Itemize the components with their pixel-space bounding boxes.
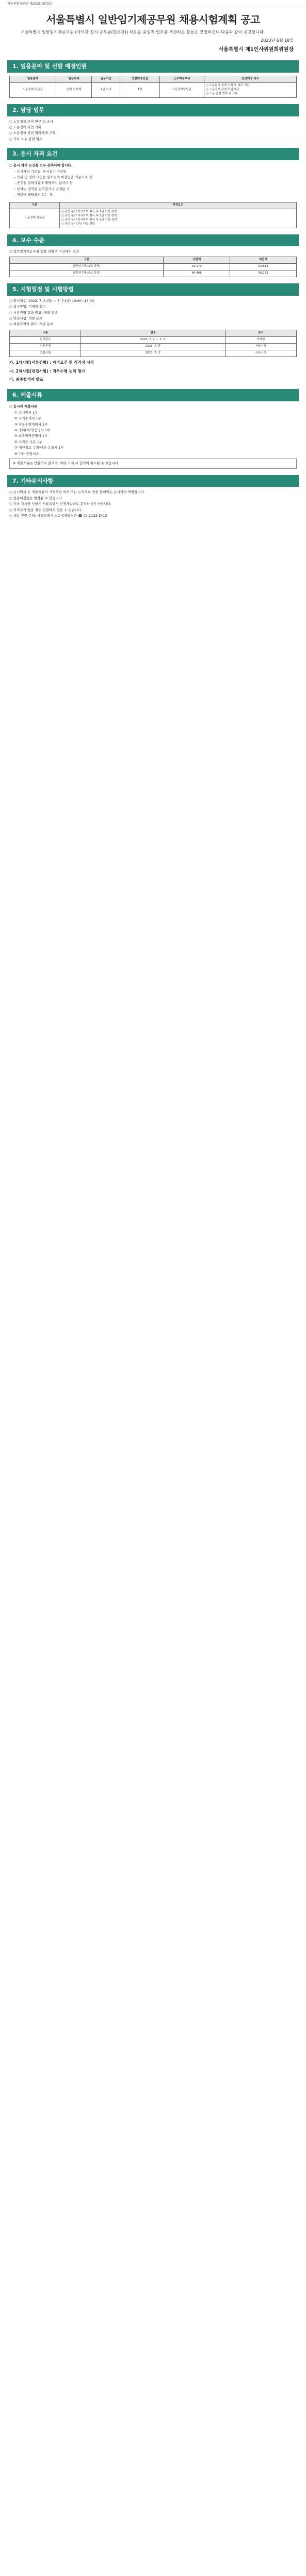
- header-note: 서울특별시공고 제2023-1072호: [0, 0, 306, 8]
- table-cell: ○ 관련 분야 박사학위 취득 후 1년 이상 경력 ○ 관련 분야 석사학위 취득 후 3년 이상 경력 ○ 관련 분야 학사학위 취득 후 5년 이상 경력 ○ 관련 분야 7년 이상 경력: [60, 209, 297, 228]
- table-header-cell: 담당예정 직무: [204, 76, 297, 82]
- list-item: ○ 채용 관련 문의: 서울특별시 노동정책담당관 ☎ 02-2133-5413: [9, 514, 107, 518]
- table-cell: 일반 임기제: [56, 82, 91, 97]
- table-cell: 원서접수: [10, 336, 81, 343]
- subsection-heading: 나. 2차시험(면접시험) : 직무수행 능력 평가: [9, 368, 85, 374]
- list-item: - 정년에 해당하지 않는 자: [14, 193, 53, 197]
- table-cell: ○ 노동분야 정책 기획 및 제도 개선 ○ 노동정책 관련 사업 추진 ○ 노동 관련 협력 및 교류: [204, 82, 297, 97]
- table-header-row: [10, 257, 297, 263]
- table-row: [10, 336, 297, 343]
- section-heading-4: 4. 보수 수준: [7, 234, 299, 247]
- table-cell: 서울시청: [225, 350, 296, 357]
- table-header-cell: 선발예정인원: [120, 76, 159, 82]
- section-intro: ○ 일반임기제공무원 연봉 하한액 이상에서 결정: [9, 249, 79, 254]
- table-row: [10, 263, 297, 270]
- section-intro: ○ 응시자 제출서류: [9, 404, 38, 409]
- list-item: ⑤ 최종학력증명서 1부: [14, 434, 48, 438]
- list-item: ⑦ 개인정보 수집·이용 동의서 1부: [14, 446, 64, 450]
- table-cell: 노동정책 전문관: [10, 82, 56, 97]
- subsection-heading: 가. 1차시험(서류전형) : 자격요건 및 적격성 심사: [9, 360, 94, 365]
- section-7-content: [9, 490, 297, 518]
- list-item: ○ 기타 자세한 사항은 서울특별시 인재개발과로 문의하시기 바랍니다.: [9, 502, 112, 506]
- table-cell: 일반임기제 (5급 상당): [10, 263, 164, 270]
- list-item: ○ 적격자가 없을 경우 선발하지 않을 수 있습니다.: [9, 507, 83, 512]
- subsection-heading: 다. 최종합격자 발표: [9, 377, 44, 382]
- list-item: ○ 원서접수: 2023. 7. 2.(일) ~ 7. 7.(금) 10:00~18:00: [9, 298, 94, 303]
- table-cell: 64,513: [230, 263, 297, 270]
- list-item: ③ 직무수행계획서 1부: [14, 422, 48, 427]
- intro-text: 서울특별시 일반임기제공무원 (사무관 전시 공무원(전문관)) 채용을 중심적 업무를 추진하는 분들은 모집하오니 다음과 같이 공고합니다.: [21, 29, 265, 35]
- schedule-table: [9, 330, 297, 357]
- list-item: ⑧ 기타 증빙서류: [14, 451, 39, 456]
- table-header-cell: 일정: [81, 330, 225, 336]
- table-header-cell: 상한액: [164, 257, 230, 263]
- table-header-cell: 구분: [10, 202, 60, 209]
- table-cell: 2년 이내: [92, 82, 120, 97]
- table-header-cell: 근무예정부서: [159, 76, 204, 82]
- table-cell: 이메일: [225, 336, 296, 343]
- section-2-content: [9, 120, 297, 142]
- table-cell: 일반임기제 (6급 상당): [10, 270, 164, 277]
- table-row: [10, 209, 297, 228]
- list-item: - 응시자격 기준일: 원서접수 마감일: [14, 169, 67, 174]
- section-6-content: [9, 404, 297, 468]
- table-header-cell: 자격요건: [60, 202, 297, 209]
- table-header-row: [10, 330, 297, 336]
- table-cell: 2023. 7. 2. ~ 7. 7.: [81, 336, 225, 343]
- section-heading-7: 7. 기타유의사항: [7, 475, 299, 487]
- table-cell: 1명: [120, 82, 159, 97]
- table-cell: 면접시험: [10, 350, 81, 357]
- announcement-date: 2023년 6월 18일: [261, 38, 294, 43]
- issuer-name: 서울특별시 제1인사위원회위원장: [218, 47, 294, 53]
- table-row: [10, 350, 297, 357]
- table-header-row: [10, 202, 297, 209]
- table-header-cell: 임용분야: [10, 76, 56, 82]
- list-item: ① 응시원서 1부: [14, 410, 38, 415]
- list-item: - 학위 및 경력 요건은 원서접수 마감일을 기준으로 함: [14, 175, 92, 179]
- table-cell: 서울시청: [225, 343, 296, 350]
- qualification-table: [9, 202, 297, 228]
- list-item: ○ 임용예정일은 변경될 수 있습니다.: [9, 496, 63, 500]
- section-heading-5: 5. 시험일정 및 시험방법: [7, 283, 299, 296]
- list-item: ○ 노동정책 분야 연구 및 조사: [9, 119, 54, 124]
- section-5-content: [9, 299, 297, 383]
- page-title: 서울특별시 일반임기제공무원 채용시험계획 공고: [46, 13, 260, 26]
- list-item: ② 자기소개서 1부: [14, 416, 41, 421]
- table-cell: 노동정책 전문관: [10, 209, 60, 228]
- section-1-content: [9, 76, 297, 98]
- table-header-cell: 임용형태: [56, 76, 91, 82]
- table-cell: 2023. 7. 중: [81, 343, 225, 350]
- table-row: [10, 343, 297, 350]
- list-item: ○ 기타 노동 관련 업무: [9, 137, 43, 141]
- list-item: ○ 접수방법: 이메일 접수: [9, 304, 46, 309]
- table-cell: 서류전형: [10, 343, 81, 350]
- section-intro: ○ 응시 자격 요건을 모두 갖추어야 합니다.: [9, 163, 73, 168]
- table-cell: 84,466: [164, 270, 230, 277]
- section-4-content: [9, 249, 297, 277]
- table-cell: 노동정책담당관: [159, 82, 204, 97]
- list-item: ○ 노동정책 관련 협력체계 구축: [9, 131, 56, 135]
- salary-table: [9, 257, 297, 277]
- table-header-cell: 구분: [10, 257, 164, 263]
- section-3-content: [9, 163, 297, 228]
- table-header-cell: 임용기간: [92, 76, 120, 82]
- list-item: ⑥ 자격증 사본 1부: [14, 439, 42, 444]
- section-heading-6: 6. 제출서류: [7, 389, 299, 401]
- section-heading-1: 1. 임용분야 및 선발 예정인원: [7, 60, 299, 73]
- table-header-cell: 장소: [225, 330, 296, 336]
- table-row: [10, 270, 297, 277]
- table-cell: 58,223: [230, 270, 297, 277]
- list-item: ○ 노동정책 사업 기획: [9, 125, 42, 129]
- section-heading-2: 2. 담당 업무: [7, 104, 299, 116]
- table-row: [10, 82, 297, 97]
- list-item: ○ 응시원서 등 제출서류의 기재사항 착오 또는 누락으로 인한 불이익은 응시자의 책임입니다.: [9, 490, 145, 495]
- table-header-cell: 구분: [10, 330, 81, 336]
- table-cell: 2023. 7. 중: [81, 350, 225, 357]
- table-cell: 92,073: [164, 263, 230, 270]
- note-box: ※ 제출서류는 반환하지 않으며, 허위 기재 시 합격이 취소될 수 있습니다.: [9, 459, 297, 468]
- section-heading-3: 3. 응시 자격 요건: [7, 148, 299, 160]
- list-item: - 공무원 결격사유에 해당하지 않아야 함: [14, 181, 73, 185]
- list-item: ○ 최종합격자 발표: 개별 통보: [9, 322, 54, 327]
- list-item: - 남자는 병역을 필하였거나 면제된 자: [14, 187, 70, 191]
- list-item: ④ 경력(재직)증명서 1부: [14, 428, 51, 432]
- table-header-row: [10, 76, 297, 82]
- list-item: ○ 면접시험: 개별 통보: [9, 316, 43, 320]
- recruitment-table: [9, 76, 297, 98]
- list-item: ○ 서류전형 결과 발표: 개별 통보: [9, 310, 58, 315]
- table-header-cell: 하한액: [230, 257, 297, 263]
